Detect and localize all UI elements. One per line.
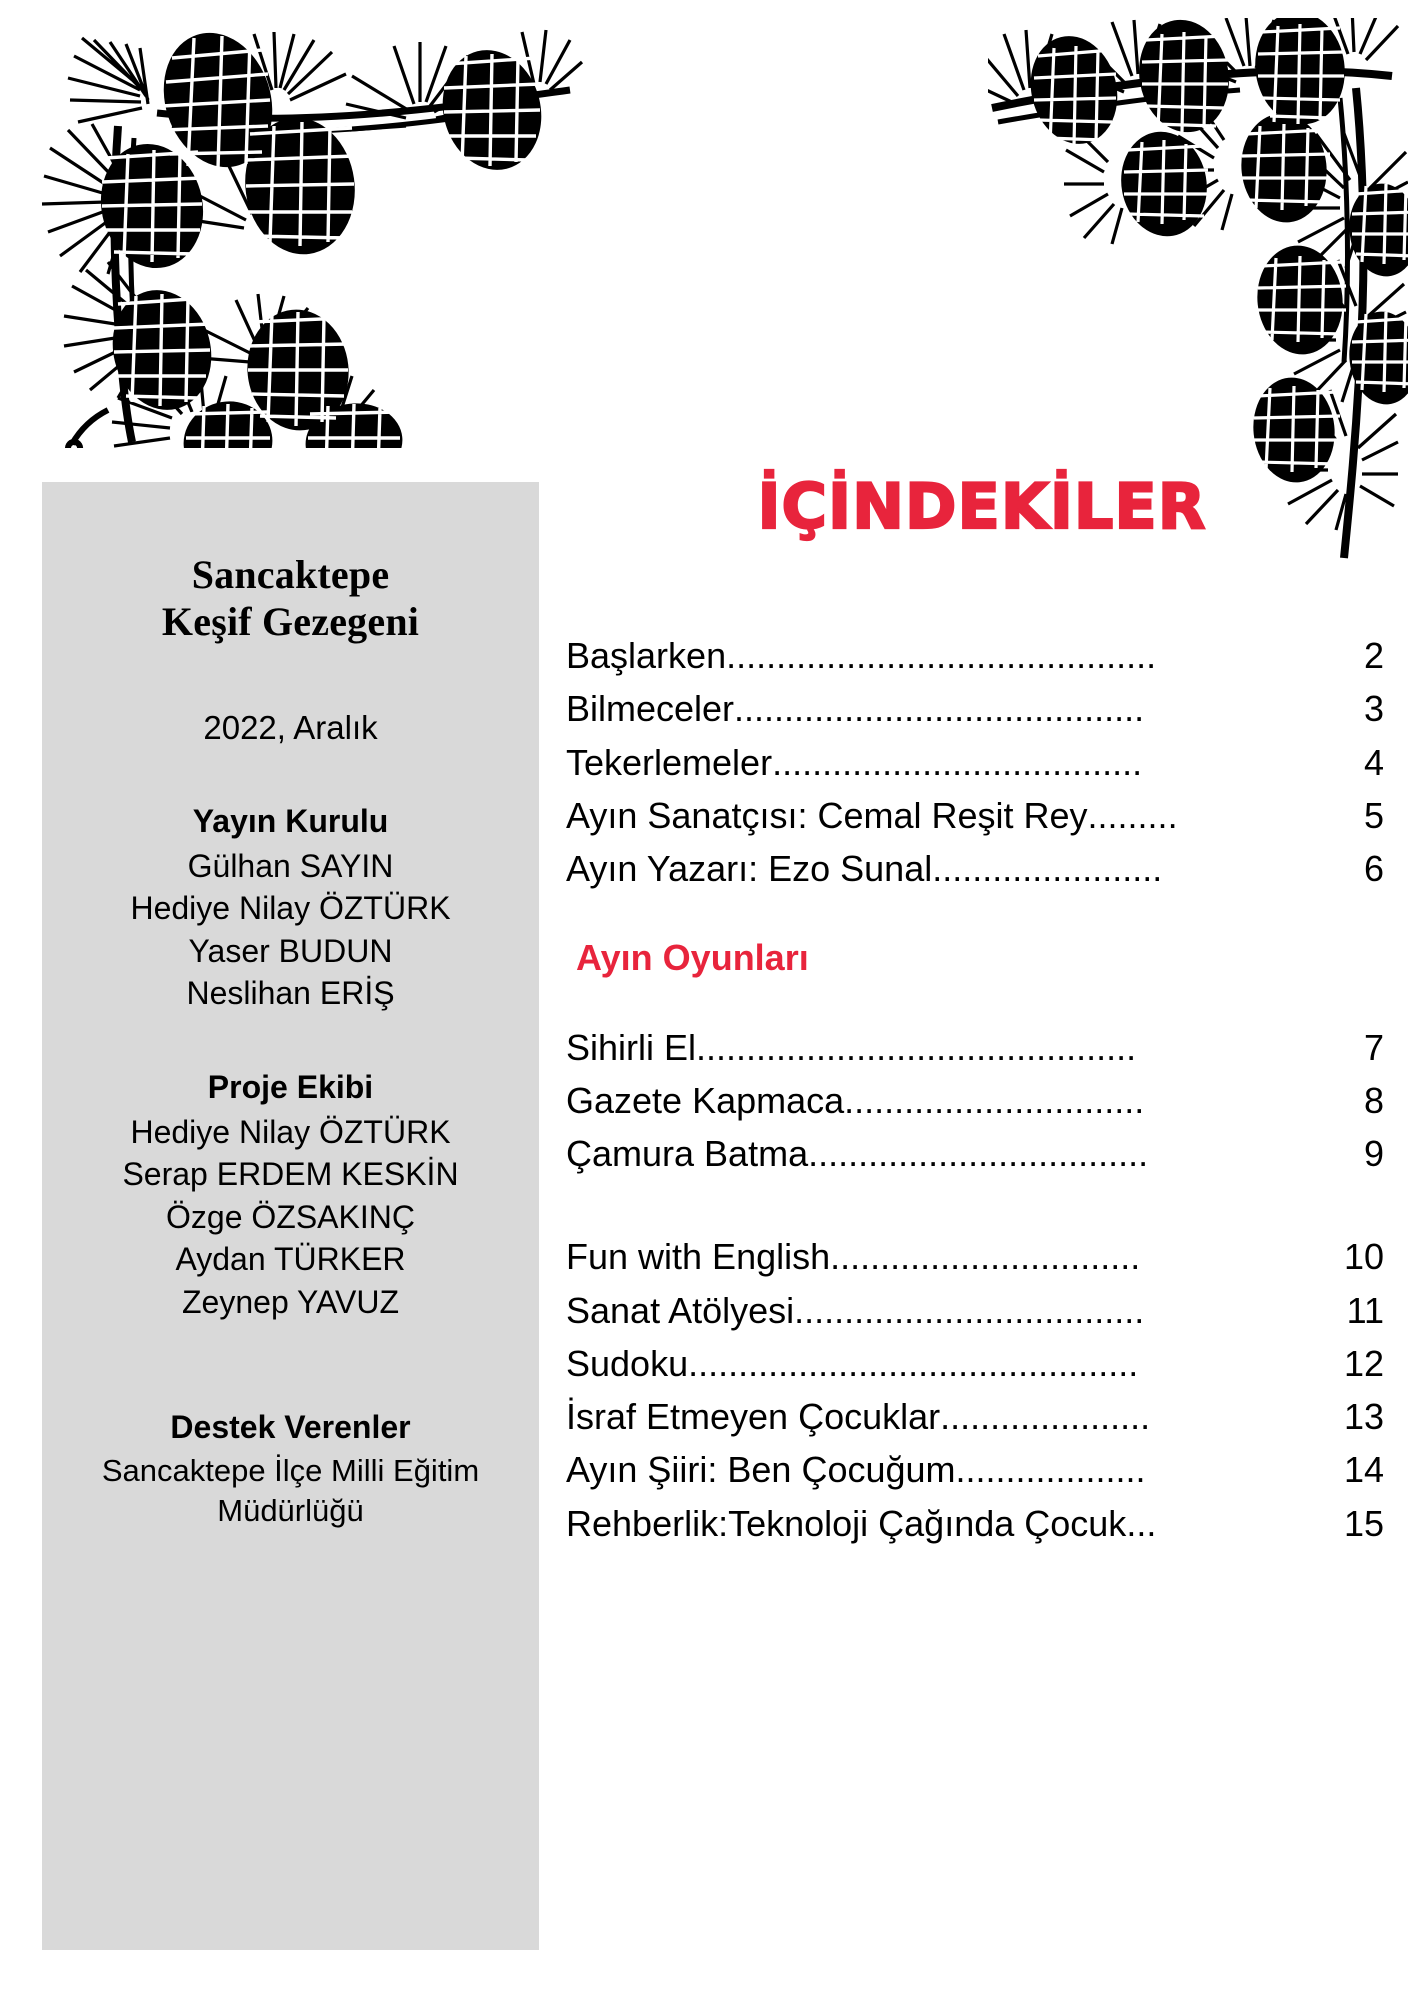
masthead-line-1: Sancaktepe xyxy=(191,552,390,597)
masthead-title xyxy=(62,552,519,646)
spacer xyxy=(566,1180,1384,1230)
toc-leader-dots: ............................... xyxy=(830,1236,1141,1278)
toc-entry-label: İsraf Etmeyen Çocuklar xyxy=(566,1396,941,1438)
toc-entry-page: 13 xyxy=(1343,1396,1384,1438)
toc-entry-page: 3 xyxy=(1363,688,1384,730)
project-team-member: Özge ÖZSAKINÇ xyxy=(166,1198,415,1235)
spacer xyxy=(62,747,519,801)
toc-entry-label: Sudoku xyxy=(566,1342,689,1384)
toc-entry-page: 5 xyxy=(1363,794,1384,836)
spacer xyxy=(62,1015,519,1067)
toc-entry-label: Gazete Kapmaca xyxy=(566,1079,845,1121)
toc-entry-label: Rehberlik:Teknoloji Çağında Çocuk xyxy=(566,1502,1127,1544)
page-title: İÇİNDEKİLER xyxy=(757,470,1207,543)
toc-leader-dots: ........................................... xyxy=(726,635,1157,676)
toc-entry[interactable] xyxy=(566,1443,1384,1496)
toc-entries xyxy=(556,629,1384,1550)
toc-entry[interactable] xyxy=(566,842,1384,895)
toc-entry-page: 9 xyxy=(1363,1133,1384,1175)
toc-leader-dots: ....................... xyxy=(932,848,1163,890)
editorial-board-member: Hediye Nilay ÖZTÜRK xyxy=(130,890,451,927)
toc-leader-dots: .............................. xyxy=(844,1079,1145,1121)
editorial-board-member: Yaser BUDUN xyxy=(188,932,393,969)
toc-leader-dots: ............................................ xyxy=(696,1026,1137,1068)
editorial-board-member: Gülhan SAYIN xyxy=(187,847,394,884)
editorial-board-member: Neslihan ERİŞ xyxy=(186,975,395,1012)
toc-entry-page: 7 xyxy=(1363,1026,1384,1068)
toc-entry[interactable] xyxy=(566,1230,1384,1283)
spacer xyxy=(62,1323,519,1407)
toc-entry[interactable] xyxy=(566,1337,1384,1390)
toc-leader-dots: ......................................... xyxy=(734,688,1145,730)
project-team-heading: Proje Ekibi xyxy=(207,1068,374,1105)
toc-entry-label: Sanat Atölyesi xyxy=(566,1289,795,1331)
toc-entry-page: 6 xyxy=(1363,848,1384,890)
toc-leader-dots: ................................... xyxy=(794,1289,1145,1331)
toc-entry-label: Fun with English xyxy=(566,1236,831,1278)
toc-entry-page: 15 xyxy=(1343,1502,1384,1544)
project-team-block xyxy=(62,1067,519,1323)
project-team-member: Zeynep YAVUZ xyxy=(182,1283,399,1320)
toc-entry-page: 14 xyxy=(1343,1449,1384,1491)
table-of-contents xyxy=(556,470,1384,1550)
toc-entry-page: 12 xyxy=(1343,1342,1384,1384)
toc-leader-dots: ................... xyxy=(955,1449,1146,1491)
toc-leader-dots: .................................. xyxy=(808,1133,1149,1175)
toc-entry-label: Sihirli El xyxy=(566,1026,697,1068)
supporters-block xyxy=(62,1407,519,1531)
editorial-board-heading: Yayın Kurulu xyxy=(192,803,389,840)
toc-entry-label: Ayın Yazarı: Ezo Sunal xyxy=(566,848,933,890)
toc-entry-page: 11 xyxy=(1346,1289,1384,1331)
toc-entry-label: Tekerlemeler xyxy=(566,741,773,783)
toc-leader-dots: ..................... xyxy=(940,1396,1151,1438)
toc-entry-page: 4 xyxy=(1363,741,1384,783)
toc-entry[interactable] xyxy=(566,629,1384,682)
toc-entry[interactable] xyxy=(566,1390,1384,1443)
issue-date: 2022, Aralık xyxy=(203,708,378,746)
toc-entry[interactable] xyxy=(566,1074,1384,1127)
toc-entry-label: Bilmeceler xyxy=(566,688,735,730)
toc-leader-dots: ......... xyxy=(1087,794,1178,836)
toc-entry-page: 10 xyxy=(1343,1236,1384,1278)
toc-entry-page: 8 xyxy=(1363,1079,1384,1121)
project-team-member: Aydan TÜRKER xyxy=(175,1241,406,1278)
spacer xyxy=(566,895,1384,931)
toc-entry-label: Başlarken xyxy=(566,635,727,676)
toc-entry[interactable] xyxy=(566,1021,1384,1074)
toc-entry[interactable] xyxy=(566,736,1384,789)
supporters-heading: Destek Verenler xyxy=(170,1409,411,1446)
toc-entry[interactable] xyxy=(566,1284,1384,1337)
supporter-name-line: Sancaktepe İlçe Milli Eğitim xyxy=(101,1452,480,1488)
toc-entry[interactable] xyxy=(566,1497,1384,1550)
spacer xyxy=(62,646,519,708)
project-team-member: Serap ERDEM KESKİN xyxy=(122,1156,459,1193)
project-team-member: Hediye Nilay ÖZTÜRK xyxy=(130,1113,451,1150)
toc-entry-label: Ayın Sanatçısı: Cemal Reşit Rey xyxy=(566,794,1088,836)
masthead-line-2: Keşif Gezegeni xyxy=(161,598,420,644)
editorial-board-block xyxy=(62,801,519,1015)
publication-info-sidebar xyxy=(42,482,539,1950)
toc-leader-dots: ... xyxy=(1126,1502,1157,1544)
toc-leader-dots: ..................................... xyxy=(772,741,1143,783)
toc-entry[interactable] xyxy=(566,789,1384,842)
toc-entry[interactable] xyxy=(566,1127,1384,1180)
spacer xyxy=(566,985,1384,1021)
supporter-name-line: Müdürlüğü xyxy=(217,1493,364,1529)
toc-entry[interactable] xyxy=(566,682,1384,735)
toc-leader-dots: ............................................. xyxy=(688,1342,1139,1384)
toc-entry-label: Çamura Batma xyxy=(566,1133,809,1175)
toc-entry-page: 2 xyxy=(1363,635,1384,676)
toc-entry-label: Ayın Şiiri: Ben Çocuğum xyxy=(566,1449,956,1491)
pine-cone-branch-icon xyxy=(22,18,587,448)
toc-section-heading: Ayın Oyunları xyxy=(576,937,809,979)
